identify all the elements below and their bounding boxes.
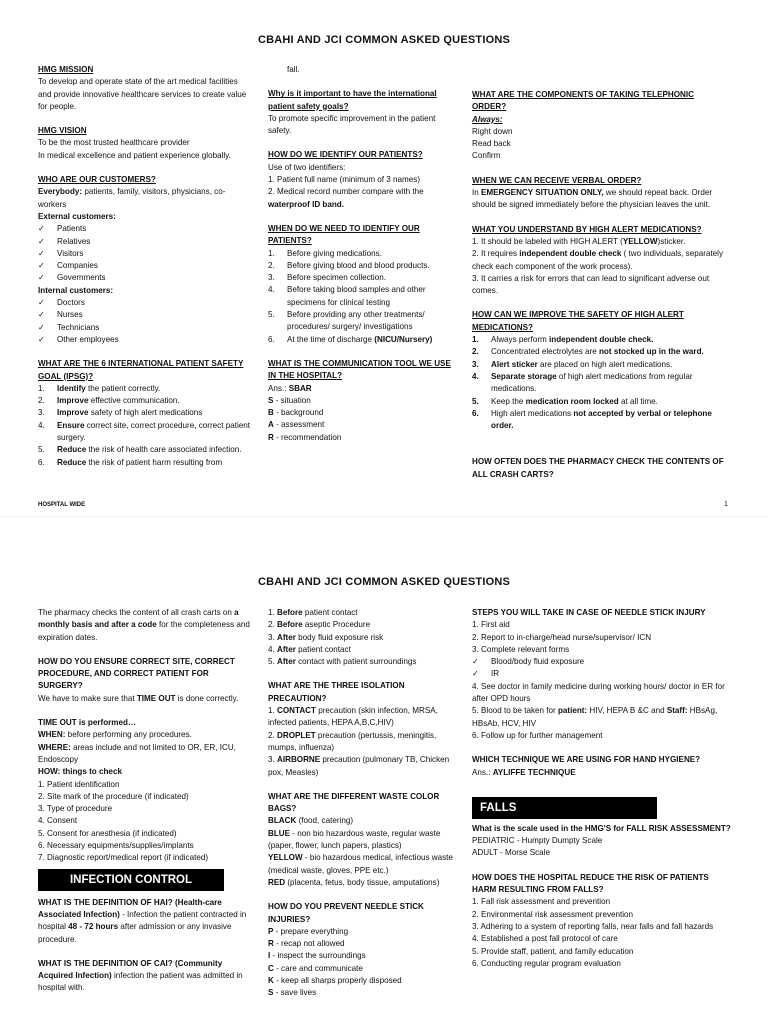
- safety-high-alert-list: [472, 334, 730, 432]
- external-customers-list: [38, 223, 250, 284]
- infection-control-banner: INFECTION CONTROL: [38, 869, 224, 891]
- check-icon: ✓: [38, 298, 45, 308]
- telephonic-item: Right down: [472, 126, 513, 136]
- vision-heading: HMG VISION: [38, 126, 87, 136]
- list-item: ✓ Governments: [38, 272, 250, 284]
- needle-step: 5. Blood to be taken for patient: HIV, HEPA B &C and Staff: HBsAg, HBsAb, HCV, HIV: [472, 706, 718, 728]
- sbar-item: A - assessment: [268, 420, 325, 430]
- list-item: 1. Identify the patient correctly.: [38, 383, 161, 393]
- safety-high-alert-heading: HOW CAN WE IMPROVE THE SAFETY OF HIGH ALERT MEDICATIONS?: [472, 310, 684, 332]
- needle-step: 2. Report to in-charge/head nurse/supervisor/ ICN: [472, 632, 652, 642]
- list-item: 2. Environmental risk assessment prevention: [472, 909, 634, 919]
- list-item: 1. Fall risk assessment and prevention: [472, 897, 611, 907]
- falls-banner: FALLS: [472, 797, 657, 819]
- hand-moment: 1. Before patient contact: [268, 608, 358, 617]
- hand-hygiene-heading: WHICH TECHNIQUE WE ARE USING FOR HAND HYGIENE?: [472, 755, 701, 765]
- fall-reduce-heading: HOW DOES THE HOSPITAL REDUCE THE RISK OF PATIENTS HARM RESULTING FROM FALLS?: [472, 872, 709, 895]
- waste-item: BLACK (food, catering): [268, 816, 354, 826]
- sbar-answer: Ans.: SBAR: [268, 383, 312, 393]
- column-3: [472, 89, 730, 481]
- hand-moment: 2. Before aseptic Procedure: [268, 620, 371, 630]
- list-item: 1. Always perform independent double check.: [472, 335, 654, 345]
- list-item: ✓ Patients: [38, 223, 250, 235]
- needle-prevent-item: C - care and communicate: [268, 963, 363, 973]
- why-ipsg-heading: Why is it important to have the international patient safety goals?: [268, 89, 437, 111]
- crash-carts-answer: The pharmacy checks the content of all crash carts on a monthly basis and after a code for the completeness and expiration dates.: [38, 608, 250, 642]
- needle-steps-heading: STEPS YOU WILL TAKE IN CASE OF NEEDLE STICK INJURY: [472, 608, 706, 617]
- list-item: 5. Consent for anesthesia (if indicated): [38, 828, 177, 838]
- needle-step: 3. Complete relevant forms: [472, 644, 570, 654]
- needle-prevent-heading: HOW DO YOU PREVENT NEEDLE STICK INJURIES?: [268, 902, 424, 924]
- list-item: 3. Type of procedure: [38, 804, 113, 814]
- ipsg-list: [38, 383, 250, 469]
- column-3: [472, 607, 734, 970]
- needle-step: 1. First aid: [472, 620, 510, 630]
- list-item: ✓ Relatives: [38, 236, 250, 248]
- crash-carts-heading: HOW OFTEN DOES THE PHARMACY CHECK THE CONTENTS OF ALL CRASH CARTS?: [472, 457, 724, 479]
- sbar-item: B - background: [268, 408, 324, 418]
- time-out-where: WHERE: areas include and not limited to OR, ER, ICU, Endoscopy: [38, 742, 236, 764]
- correct-site-answer: We have to make sure that TIME OUT is done correctly.: [38, 693, 239, 703]
- check-icon: ✓: [38, 248, 45, 258]
- internal-customers-label: Internal customers:: [38, 285, 114, 295]
- ipsg-continued: fall.: [287, 65, 300, 74]
- check-icon: ✓: [38, 236, 45, 246]
- hand-moment: 4. After patient contact: [268, 644, 351, 654]
- isolation-item: 2. DROPLET precaution (pertussis, meningitis, mumps, influenza): [268, 730, 437, 752]
- sbar-item: R - recommendation: [268, 432, 342, 442]
- page-title: CBAHI AND JCI COMMON ASKED QUESTIONS: [257, 34, 511, 46]
- list-item: ✓ Doctors: [38, 297, 250, 309]
- why-ipsg-text: To promote specific improvement in the patient safety.: [268, 113, 436, 136]
- identify-intro: Use of two identifiers:: [268, 162, 346, 172]
- vision-line: In medical excellence and patient experience globally.: [38, 150, 231, 160]
- needle-prevent-item: R - recap not allowed: [268, 939, 345, 949]
- column-1: [38, 607, 254, 995]
- isolation-item: 1. CONTACT precaution (skin infection, MRSA, infected patients, HEPA A,B,C,HIV): [268, 706, 438, 728]
- list-item: 2. Before giving blood and blood products.: [268, 260, 430, 270]
- list-item: 2. Concentrated electrolytes are not stocked up in the ward.: [472, 347, 704, 357]
- list-item: 3. Adhering to a system of reporting falls, near falls and fall hazards: [472, 921, 714, 931]
- verbal-text: In EMERGENCY SITUATION ONLY, we should repeat back. Order should be signed immediately before the physician leaves the unit.: [472, 188, 713, 210]
- high-alert-line: 3. It carries a risk for errors that can lead to significant adverse out comes.: [472, 273, 710, 296]
- cai-definition: WHAT IS THE DEFINITION OF CAI? (Community Acquired Infection) infection the patient was admitted in hospital with.: [38, 958, 243, 993]
- when-identify-heading: WHEN DO WE NEED TO IDENTIFY OUR PATIENTS?: [268, 223, 420, 246]
- fall-scale-line: ADULT - Morse Scale: [472, 848, 550, 858]
- list-item: 4. Separate storage of high alert medications from regular medications.: [472, 371, 693, 394]
- telephonic-heading: WHAT ARE THE COMPONENTS OF TAKING TELEPHONIC ORDER?: [472, 90, 694, 112]
- list-item: 3. Alert sticker are placed on high alert medications.: [472, 359, 673, 369]
- identify-line: 2. Medical record number compare with the waterproof ID band.: [268, 187, 424, 209]
- sbar-item: S - situation: [268, 395, 311, 405]
- waste-item: BLUE - non bio hazardous waste, regular waste (paper, flower, lunch papers, plastics): [268, 828, 441, 851]
- time-out-when: WHEN: before performing any procedures.: [38, 730, 192, 740]
- list-item: 6. High alert medications not accepted by verbal or telephone order.: [472, 408, 712, 431]
- list-item: 4. Ensure correct site, correct procedure, correct patient surgery.: [38, 420, 250, 443]
- customers-everybody: Everybody: patients, family, visitors, physicians, co-workers: [38, 187, 226, 209]
- column-2: [268, 64, 458, 444]
- list-item: 6. At the time of discharge (NICU/Nursery): [268, 334, 433, 344]
- check-icon: ✓: [472, 669, 479, 679]
- needle-step: 6. Follow up for further management: [472, 730, 603, 740]
- telephonic-item: Read back: [472, 139, 511, 149]
- hand-moment: 3. After body fluid exposure risk: [268, 632, 384, 642]
- sbar-heading: WHAT IS THE COMMUNICATION TOOL WE USE IN THE HOSPITAL?: [268, 358, 451, 381]
- hai-definition: WHAT IS THE DEFINITION OF HAI? (Health-care Associated Infection) - Infection the patient contracted in hospital 48 - 72 hours after admission or any invasive procedure.: [38, 897, 247, 944]
- needle-step: 4. See doctor in family medicine during working hours/ doctor in ER for after OPD hours: [472, 681, 725, 704]
- document-page-2: [0, 520, 768, 1024]
- list-item: 1. Before giving medications.: [268, 248, 382, 258]
- correct-site-heading: HOW DO YOU ENSURE CORRECT SITE, CORRECT PROCEDURE, AND CORRECT PATIENT FOR SURGERY?: [38, 656, 235, 691]
- list-item: ✓ IR: [472, 668, 734, 680]
- list-item: ✓ Technicians: [38, 322, 250, 334]
- list-item: 5. Provide staff, patient, and family education: [472, 946, 634, 956]
- list-item: ✓ Nurses: [38, 309, 250, 321]
- telephonic-item: Confirm: [472, 151, 501, 161]
- hand-moment: 5. After contact with patient surroundings: [268, 657, 417, 667]
- customers-heading: WHO ARE OUR CUSTOMERS?: [38, 175, 156, 185]
- check-icon: ✓: [38, 261, 45, 271]
- list-item: 5. Reduce the risk of health care associated infection.: [38, 445, 242, 455]
- list-item: ✓ Visitors: [38, 248, 250, 260]
- waste-item: YELLOW - bio hazardous medical, infectious waste (medical waste, gloves, PPE etc.): [268, 853, 453, 875]
- check-icon: ✓: [38, 224, 45, 234]
- list-item: 4. Established a post fall protocol of care: [472, 934, 618, 944]
- list-item: 5. Before providing any other treatments/ procedures/ surgery/ investigations: [268, 310, 425, 332]
- identify-heading: HOW DO WE IDENTIFY OUR PATIENTS?: [268, 150, 423, 160]
- needle-prevent-item: I - inspect the surroundings: [268, 951, 366, 961]
- isolation-heading: WHAT ARE THE THREE ISOLATION PRECAUTION?: [268, 681, 405, 703]
- time-out-how: HOW: things to check: [38, 767, 122, 777]
- identify-line: 1. Patient full name (minimum of 3 names): [268, 175, 421, 185]
- needle-prevent-item: S - save lives: [268, 988, 317, 998]
- list-item: 3. Improve safety of high alert medications: [38, 408, 203, 418]
- mission-heading: HMG MISSION: [38, 65, 94, 74]
- list-item: 1. Patient identification: [38, 779, 120, 789]
- external-customers-label: External customers:: [38, 211, 116, 221]
- fall-scale-line: PEDIATRIC - Humpty Dumpty Scale: [472, 836, 603, 846]
- waste-heading: WHAT ARE THE DIFFERENT WASTE COLOR BAGS?: [268, 791, 440, 814]
- footer-label: HOSPITAL WIDE: [38, 502, 86, 508]
- mission-text: To develop and operate state of the art medical facilities and provide innovative healthcare services to create value for people.: [38, 77, 247, 111]
- time-out-heading: TIME OUT is performed…: [38, 718, 137, 728]
- list-item: 6. Necessary equipments/supplies/implants: [38, 841, 194, 851]
- fall-scale-heading: What is the scale used in the HMG'S for FALL RISK ASSESSMENT?: [472, 823, 731, 833]
- needle-forms-list: [472, 656, 734, 681]
- list-item: 7. Diagnostic report/medical report (if indicated): [38, 853, 209, 863]
- list-item: ✓ Companies: [38, 260, 250, 272]
- needle-prevent-item: P - prepare everything: [268, 926, 349, 936]
- telephonic-always: Always:: [472, 114, 503, 124]
- list-item: 5. Keep the medication room locked at all time.: [472, 396, 658, 406]
- high-alert-line: 1. It should be labeled with HIGH ALERT (YELLOW)sticker.: [472, 236, 686, 246]
- list-item: 6. Reduce the risk of patient harm resulting from: [38, 457, 223, 467]
- check-icon: ✓: [472, 657, 479, 667]
- high-alert-heading: WHAT YOU UNDERSTAND BY HIGH ALERT MEDICATIONS?: [472, 224, 702, 234]
- verbal-heading: WHEN WE CAN RECEIVE VERBAL ORDER?: [472, 175, 642, 185]
- check-icon: ✓: [38, 310, 45, 320]
- ipsg-heading: WHAT ARE THE 6 INTERNATIONAL PATIENT SAFETY GOAL (IPSG)?: [38, 359, 244, 381]
- check-icon: ✓: [38, 273, 45, 283]
- high-alert-line: 2. It requires independent double check ( two individuals, separately check each component of the work process).: [472, 249, 724, 271]
- list-item: 6. Conducting regular program evaluation: [472, 958, 621, 968]
- page-title: CBAHI AND JCI COMMON ASKED QUESTIONS: [257, 576, 511, 588]
- check-icon: ✓: [38, 334, 45, 344]
- waste-item: RED (placenta, fetus, body tissue, amputations): [268, 877, 440, 887]
- when-identify-list: [268, 248, 458, 346]
- isolation-item: 3. AIRBORNE precaution (pulmonary TB, Chicken pox, Measles): [268, 755, 450, 777]
- list-item: 2. Site mark of the procedure (if indicated): [38, 791, 189, 801]
- vision-line: To be the most trusted healthcare provider: [38, 138, 190, 148]
- list-item: 4. Before taking blood samples and other specimens for clinical testing: [268, 285, 426, 307]
- list-item: 3. Before specimen collection.: [268, 273, 386, 283]
- page-number: 1: [724, 501, 728, 508]
- list-item: 2. Improve effective communication.: [38, 396, 180, 406]
- check-icon: ✓: [38, 322, 45, 332]
- column-2: [268, 607, 456, 1000]
- hand-hygiene-answer: Ans.: AYLIFFE TECHNIQUE: [472, 767, 576, 777]
- needle-prevent-item: K - keep all sharps properly disposed: [268, 976, 402, 986]
- list-item: 4. Consent: [38, 816, 78, 826]
- list-item: ✓ Other employees: [38, 334, 250, 346]
- internal-customers-list: [38, 297, 250, 346]
- list-item: ✓ Blood/body fluid exposure: [472, 656, 734, 668]
- column-1: [38, 64, 250, 469]
